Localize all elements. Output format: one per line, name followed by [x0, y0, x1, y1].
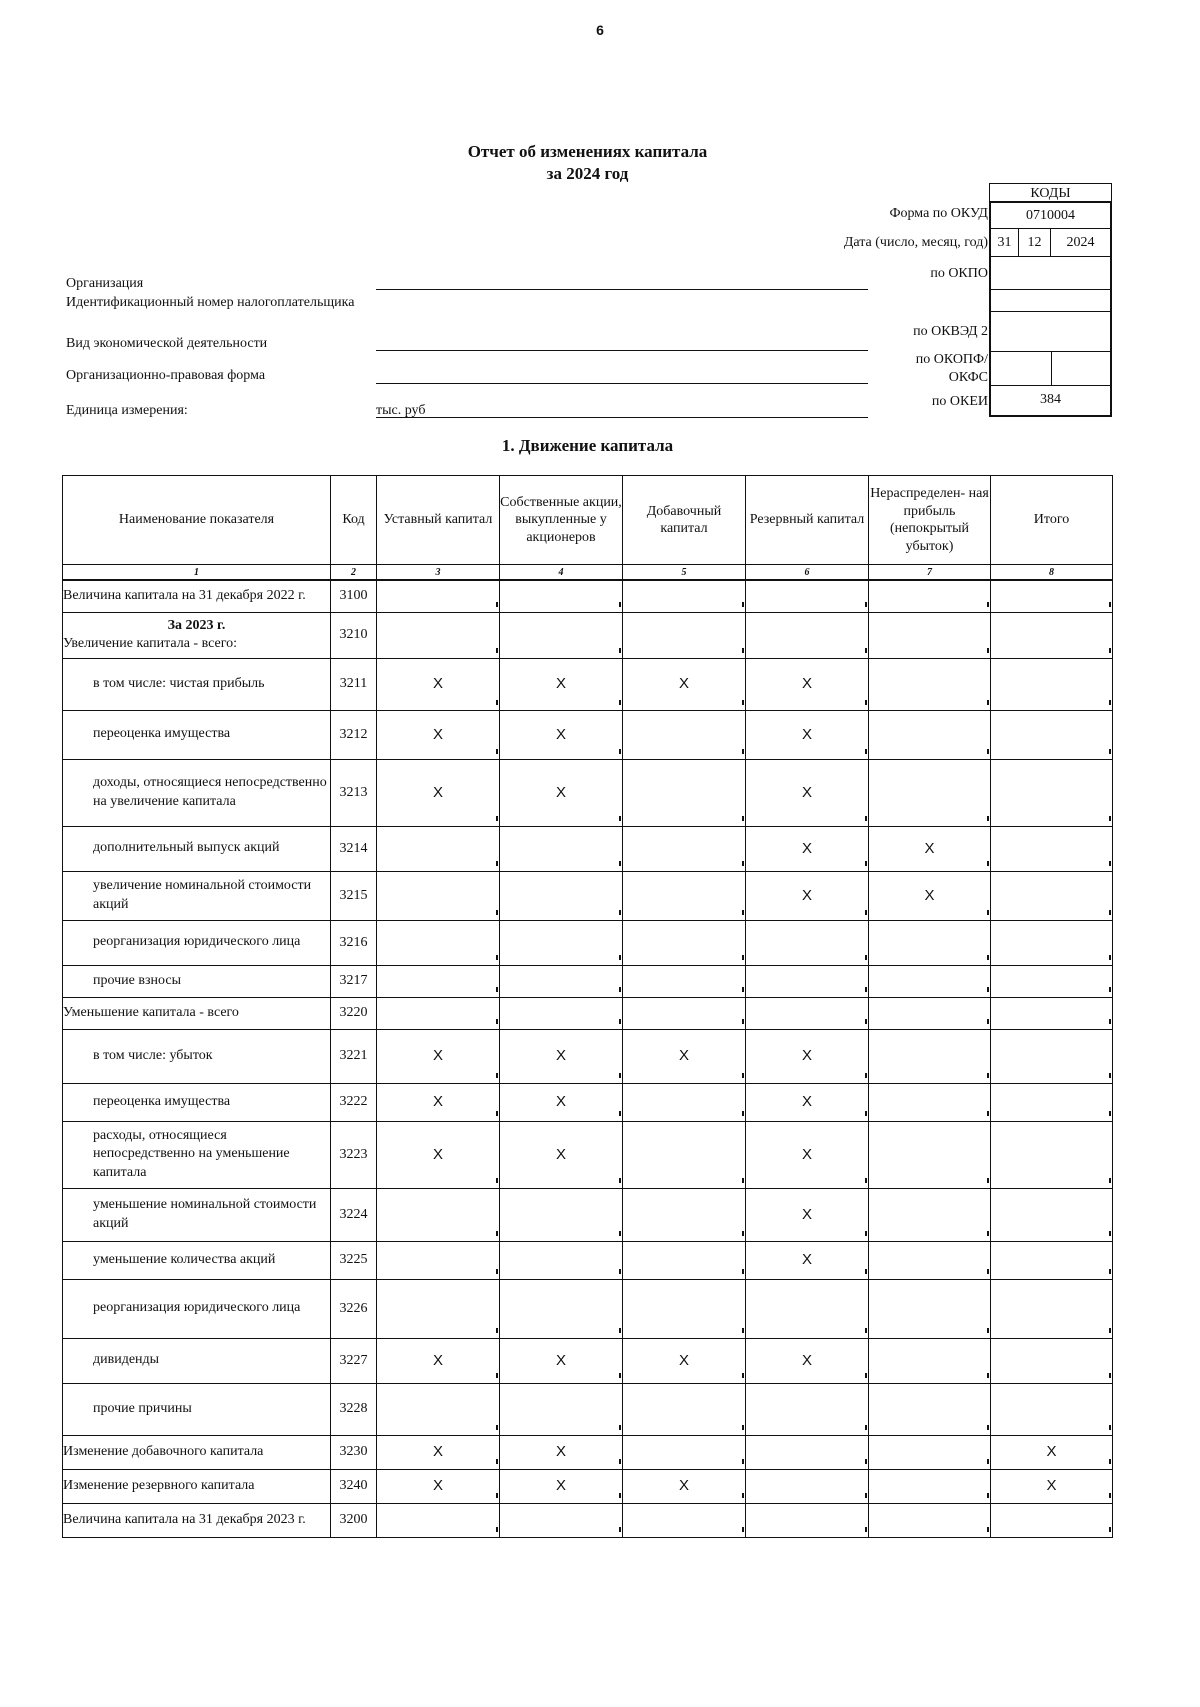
table-row — [63, 1083, 1113, 1121]
value-cell — [869, 965, 991, 997]
value-cell — [991, 997, 1113, 1029]
value-cell — [869, 1503, 991, 1537]
column-header: Резервный капитал — [746, 476, 869, 565]
value-cell — [500, 997, 623, 1029]
table-row — [63, 1435, 1113, 1469]
table-row — [63, 1503, 1113, 1537]
value-cell — [869, 1435, 991, 1469]
row-name-text: дополнительный выпуск акций — [93, 840, 280, 856]
row-code: 3221 — [331, 1029, 377, 1083]
value-cell — [623, 965, 746, 997]
column-number-row — [63, 565, 1113, 581]
cell-value: X — [555, 1477, 566, 1494]
value-cell — [500, 1435, 623, 1469]
value-cell — [500, 1241, 623, 1279]
cell-value: X — [432, 1443, 443, 1460]
value-cell — [377, 1083, 500, 1121]
value-cell — [869, 612, 991, 658]
value-cell — [500, 1469, 623, 1503]
value-cell — [377, 965, 500, 997]
table-row — [63, 997, 1113, 1029]
value-cell — [623, 871, 746, 920]
cell-value: X — [801, 1251, 812, 1268]
row-name — [63, 1469, 331, 1503]
row-name-text: Увеличение капитала - всего: — [63, 636, 238, 651]
column-number: 5 — [623, 565, 746, 581]
value-cell — [991, 1279, 1113, 1338]
value-cell — [991, 612, 1113, 658]
cell-value: X — [924, 886, 935, 904]
row-name — [63, 1338, 331, 1383]
table-row — [63, 1469, 1113, 1503]
value-cell — [377, 1029, 500, 1083]
value-cell — [746, 580, 869, 612]
column-header: Уставный капитал — [377, 476, 500, 565]
value-cell — [746, 1338, 869, 1383]
row-name-text: реорганизация юридического лица — [93, 934, 301, 950]
date-year: 2024 — [1051, 229, 1110, 257]
row-name — [63, 1241, 331, 1279]
value-cell — [869, 1383, 991, 1435]
value-cell — [746, 658, 869, 710]
row-name — [63, 759, 331, 826]
row-name-text: прочие взносы — [93, 972, 181, 988]
inn-label: Идентификационный номер налогоплательщика — [66, 295, 355, 310]
value-cell — [746, 826, 869, 871]
table-row — [63, 580, 1113, 612]
row-name — [63, 1121, 331, 1188]
organization-label: Организация — [66, 276, 144, 291]
cell-value: X — [432, 1351, 443, 1369]
value-cell — [623, 1241, 746, 1279]
value-cell — [869, 710, 991, 759]
value-cell — [500, 759, 623, 826]
activity-label: Вид экономической деятельности — [66, 336, 268, 351]
okpo-value — [991, 257, 1110, 290]
value-cell — [869, 920, 991, 965]
cell-value: X — [801, 839, 812, 857]
value-cell — [991, 826, 1113, 871]
value-cell — [869, 658, 991, 710]
value-cell — [991, 1435, 1113, 1469]
value-cell — [623, 658, 746, 710]
value-cell — [869, 1083, 991, 1121]
row-code: 3220 — [331, 997, 377, 1029]
value-cell — [746, 1469, 869, 1503]
value-cell — [746, 871, 869, 920]
cell-value: X — [432, 783, 443, 801]
table-row — [63, 1188, 1113, 1241]
row-name — [63, 612, 331, 658]
cell-value: X — [555, 1443, 566, 1460]
value-cell — [500, 1279, 623, 1338]
value-cell — [623, 1121, 746, 1188]
table-row — [63, 920, 1113, 965]
table-row — [63, 658, 1113, 710]
report-period: за 2024 год — [546, 164, 629, 183]
legal-form-line — [376, 383, 868, 384]
row-code: 3223 — [331, 1121, 377, 1188]
row-name-text: уменьшение номинальной стоимости акций — [93, 1197, 317, 1231]
cell-value: X — [1046, 1477, 1057, 1494]
row-code: 3212 — [331, 710, 377, 759]
column-header: Добавочный капитал — [623, 476, 746, 565]
row-code: 3227 — [331, 1338, 377, 1383]
value-cell — [991, 1241, 1113, 1279]
value-cell — [746, 1279, 869, 1338]
table-row — [63, 1383, 1113, 1435]
table-row — [63, 871, 1113, 920]
row-name-text: прочие причины — [93, 1400, 192, 1416]
row-name-text: расходы, относящиеся непосредственно на уменьшение капитала — [93, 1128, 290, 1180]
capital-movement-table — [62, 475, 1113, 1538]
cell-value: X — [432, 1047, 443, 1064]
value-cell — [746, 1188, 869, 1241]
row-name-text: дивиденды — [93, 1352, 160, 1368]
row-name-text: Изменение резервного капитала — [63, 1477, 255, 1493]
value-cell — [869, 1338, 991, 1383]
header-row — [63, 476, 1113, 565]
column-number: 4 — [500, 565, 623, 581]
value-cell — [746, 1029, 869, 1083]
value-cell — [746, 759, 869, 826]
cell-value: X — [801, 1351, 812, 1369]
value-cell — [377, 1503, 500, 1537]
value-cell — [500, 1083, 623, 1121]
date-month: 12 — [1019, 229, 1051, 257]
value-cell — [991, 658, 1113, 710]
table-row — [63, 1029, 1113, 1083]
value-cell — [991, 1503, 1113, 1537]
row-code: 3226 — [331, 1279, 377, 1338]
row-name — [63, 1029, 331, 1083]
value-cell — [991, 871, 1113, 920]
cell-value: X — [1046, 1443, 1057, 1460]
cell-value: X — [555, 725, 566, 743]
value-cell — [869, 1188, 991, 1241]
cell-value: X — [801, 783, 812, 801]
value-cell — [746, 1383, 869, 1435]
value-cell — [500, 612, 623, 658]
page-number: 6 — [596, 22, 604, 38]
value-cell — [623, 612, 746, 658]
row-name — [63, 1503, 331, 1537]
value-cell — [991, 1029, 1113, 1083]
value-cell — [377, 1469, 500, 1503]
value-cell — [500, 658, 623, 710]
value-cell — [991, 1188, 1113, 1241]
value-cell — [377, 710, 500, 759]
value-cell — [746, 1241, 869, 1279]
row-name-text: доходы, относящиеся непосредственно на увеличение капитала — [93, 775, 327, 809]
value-cell — [623, 1029, 746, 1083]
value-cell — [377, 920, 500, 965]
cell-value: X — [432, 725, 443, 743]
row-code: 3228 — [331, 1383, 377, 1435]
value-cell — [869, 1279, 991, 1338]
column-header: Нераспределен- ная прибыль (непокрытый убыток) — [869, 476, 991, 565]
cell-value: X — [801, 1205, 812, 1223]
value-cell — [623, 580, 746, 612]
okei-value: 384 — [1040, 392, 1061, 407]
date-day: 31 — [991, 229, 1019, 257]
value-cell — [377, 1338, 500, 1383]
row-name-text: реорганизация юридического лица — [93, 1300, 301, 1316]
value-cell — [991, 1338, 1113, 1383]
column-number: 2 — [331, 565, 377, 581]
row-code: 3211 — [331, 658, 377, 710]
column-number: 6 — [746, 565, 869, 581]
cell-value: X — [801, 675, 812, 692]
value-cell — [623, 1469, 746, 1503]
value-cell — [500, 710, 623, 759]
row-name — [63, 580, 331, 612]
value-cell — [746, 1083, 869, 1121]
value-cell — [500, 871, 623, 920]
column-number: 1 — [63, 565, 331, 581]
value-cell — [500, 580, 623, 612]
row-code: 3215 — [331, 871, 377, 920]
table-row — [63, 965, 1113, 997]
value-cell — [746, 920, 869, 965]
table-row — [63, 1279, 1113, 1338]
row-code: 3200 — [331, 1503, 377, 1537]
row-name — [63, 658, 331, 710]
value-cell — [623, 1279, 746, 1338]
value-cell — [500, 1503, 623, 1537]
row-code: 3216 — [331, 920, 377, 965]
row-code: 3224 — [331, 1188, 377, 1241]
value-cell — [500, 1188, 623, 1241]
okopf-value — [991, 351, 1052, 386]
value-cell — [869, 826, 991, 871]
value-cell — [500, 1029, 623, 1083]
cell-value: X — [801, 1145, 812, 1163]
cell-value: X — [432, 1477, 443, 1494]
value-cell — [991, 1083, 1113, 1121]
value-cell — [623, 1383, 746, 1435]
value-cell — [377, 580, 500, 612]
row-code: 3214 — [331, 826, 377, 871]
row-name-text: в том числе: убыток — [93, 1047, 213, 1063]
cell-value: X — [432, 675, 443, 692]
row-name-text: переоценка имущества — [93, 726, 231, 742]
value-cell — [500, 920, 623, 965]
row-name — [63, 1279, 331, 1338]
row-code: 3225 — [331, 1241, 377, 1279]
row-code: 3230 — [331, 1435, 377, 1469]
row-name-text: увеличение номинальной стоимости акций — [93, 878, 312, 912]
value-cell — [746, 965, 869, 997]
column-header: Собственные акции, выкупленные у акционеров — [500, 476, 623, 565]
value-cell — [869, 1121, 991, 1188]
value-cell — [991, 1469, 1113, 1503]
value-cell — [623, 1338, 746, 1383]
cell-value: X — [555, 675, 566, 692]
table-row — [63, 759, 1113, 826]
cell-value: X — [801, 886, 812, 904]
value-cell — [623, 710, 746, 759]
cell-value: X — [432, 1145, 443, 1163]
cell-value: X — [678, 1351, 689, 1369]
okpo-label: по ОКПО — [930, 266, 988, 281]
inn-value — [991, 289, 1110, 312]
okopf-label-2: ОКФС — [948, 370, 988, 385]
organization-line — [376, 289, 868, 290]
column-header: Код — [331, 476, 377, 565]
report-title: Отчет об изменениях капитала — [467, 142, 708, 161]
value-cell — [500, 1383, 623, 1435]
row-name-text: переоценка имущества — [93, 1093, 231, 1109]
column-header: Наименование показателя — [63, 476, 331, 565]
value-cell — [869, 871, 991, 920]
codes-header: КОДЫ — [989, 183, 1112, 203]
row-name — [63, 710, 331, 759]
value-cell — [623, 1435, 746, 1469]
cell-value: X — [555, 1145, 566, 1163]
value-cell — [500, 965, 623, 997]
value-cell — [377, 759, 500, 826]
row-name — [63, 1435, 331, 1469]
value-cell — [623, 1503, 746, 1537]
row-name — [63, 997, 331, 1029]
row-name-text: уменьшение количества акций — [93, 1251, 276, 1267]
value-cell — [623, 997, 746, 1029]
value-cell — [869, 1029, 991, 1083]
value-cell — [377, 1188, 500, 1241]
value-cell — [377, 1121, 500, 1188]
cell-value: X — [555, 1093, 566, 1110]
row-name — [63, 1188, 331, 1241]
value-cell — [746, 710, 869, 759]
cell-value: X — [555, 783, 566, 801]
activity-line — [376, 350, 868, 351]
okud-value: 0710004 — [991, 203, 1110, 229]
unit-value: тыс. руб — [376, 403, 426, 418]
value-cell — [377, 658, 500, 710]
row-code: 3210 — [331, 612, 377, 658]
row-code: 3240 — [331, 1469, 377, 1503]
cell-value: X — [555, 1047, 566, 1064]
row-name-text: Изменение добавочного капитала — [63, 1443, 264, 1459]
cell-value: X — [678, 1047, 689, 1064]
row-code: 3100 — [331, 580, 377, 612]
unit-label: Единица измерения: — [66, 403, 188, 418]
row-name-text: Уменьшение капитала - всего — [63, 1004, 239, 1020]
cell-value: X — [801, 1047, 812, 1064]
row-name — [63, 871, 331, 920]
column-number: 3 — [377, 565, 500, 581]
value-cell — [500, 826, 623, 871]
value-cell — [377, 826, 500, 871]
unit-line — [376, 417, 868, 418]
value-cell — [377, 871, 500, 920]
cell-value: X — [678, 1477, 689, 1494]
cell-value: X — [678, 675, 689, 692]
value-cell — [623, 1083, 746, 1121]
row-name — [63, 920, 331, 965]
table-row — [63, 1241, 1113, 1279]
value-cell — [991, 1383, 1113, 1435]
column-header: Итого — [991, 476, 1113, 565]
cell-value: X — [801, 1093, 812, 1110]
okopf-label-1: по ОКОПФ/ — [915, 352, 988, 367]
cell-value: X — [801, 725, 812, 743]
value-cell — [623, 1188, 746, 1241]
table-row — [63, 1121, 1113, 1188]
value-cell — [377, 1241, 500, 1279]
value-cell — [746, 612, 869, 658]
value-cell — [746, 1503, 869, 1537]
value-cell — [991, 1121, 1113, 1188]
value-cell — [623, 826, 746, 871]
value-cell — [377, 1383, 500, 1435]
value-cell — [869, 1241, 991, 1279]
value-cell — [869, 580, 991, 612]
row-name — [63, 965, 331, 997]
row-name — [63, 1083, 331, 1121]
value-cell — [746, 1435, 869, 1469]
okved-value — [991, 311, 1110, 352]
row-name-text: Величина капитала на 31 декабря 2022 г. — [63, 588, 306, 604]
value-cell — [377, 612, 500, 658]
row-period-heading: За 2023 г. — [167, 617, 226, 633]
row-name — [63, 1383, 331, 1435]
value-cell — [869, 1469, 991, 1503]
column-number: 7 — [869, 565, 991, 581]
table-row — [63, 612, 1113, 658]
value-cell — [869, 759, 991, 826]
date-label: Дата (число, месяц, год) — [843, 235, 988, 250]
value-cell — [869, 997, 991, 1029]
okud-label: Форма по ОКУД — [889, 206, 988, 221]
row-name-text: в том числе: чистая прибыль — [93, 675, 265, 691]
value-cell — [377, 997, 500, 1029]
column-number: 8 — [991, 565, 1113, 581]
okei-label: по ОКЕИ — [931, 394, 988, 409]
table-row — [63, 710, 1113, 759]
value-cell — [991, 710, 1113, 759]
value-cell — [377, 1435, 500, 1469]
value-cell — [991, 580, 1113, 612]
value-cell — [623, 759, 746, 826]
value-cell — [991, 759, 1113, 826]
table-row — [63, 1338, 1113, 1383]
row-code: 3217 — [331, 965, 377, 997]
cell-value: X — [555, 1351, 566, 1369]
value-cell — [623, 920, 746, 965]
okfs-value — [1051, 351, 1110, 386]
cell-value: X — [924, 839, 935, 857]
value-cell — [991, 965, 1113, 997]
row-code: 3222 — [331, 1083, 377, 1121]
legal-form-label: Организационно-правовая форма — [66, 368, 266, 383]
value-cell — [991, 920, 1113, 965]
value-cell — [500, 1121, 623, 1188]
value-cell — [746, 1121, 869, 1188]
row-code: 3213 — [331, 759, 377, 826]
cell-value: X — [432, 1093, 443, 1110]
okved-label: по ОКВЭД 2 — [913, 324, 988, 339]
value-cell — [377, 1279, 500, 1338]
value-cell — [500, 1338, 623, 1383]
value-cell — [746, 997, 869, 1029]
table-row — [63, 826, 1113, 871]
section-title: 1. Движение капитала — [501, 436, 674, 455]
row-name — [63, 826, 331, 871]
row-name-text: Величина капитала на 31 декабря 2023 г. — [63, 1511, 306, 1527]
